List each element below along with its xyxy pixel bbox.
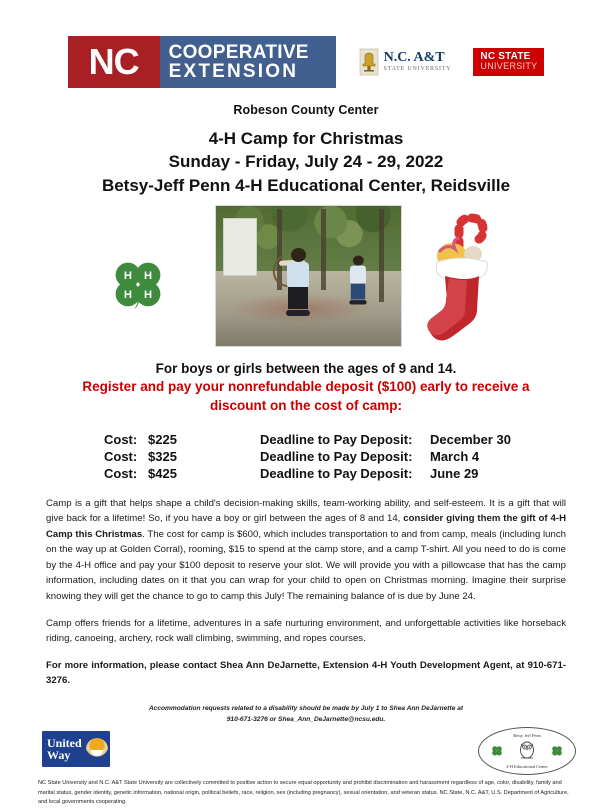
nc-state-line2: UNIVERSITY (480, 61, 538, 71)
camper-figure (349, 255, 366, 304)
united-way-line2: Way (47, 748, 71, 763)
paragraph-contact-info: For more information, please contact Shea Ann DeJarnette, Extension 4-H Youth Development Agent, at 910-671-3276. (46, 659, 566, 687)
camper-shorts (288, 287, 308, 309)
event-title: 4-H Camp for Christmas (208, 129, 404, 148)
early-deposit-line2: discount on the cost of camp: (209, 397, 402, 413)
cost-table-body (104, 431, 511, 482)
camper-shorts (350, 283, 364, 299)
seal-top-text: Betsy Jeff Penn (513, 733, 541, 739)
united-way-rainbow-person-icon (86, 738, 108, 760)
camper-shirt (350, 265, 366, 283)
cost-label: Cost: (104, 431, 138, 447)
tree-trunk (321, 209, 326, 290)
cost-label: Cost: (104, 465, 138, 481)
camper-shoes (286, 310, 310, 316)
nc-at-wordmark (384, 51, 452, 74)
accommodation-notice (91, 703, 521, 725)
four-leaf-clover-icon (110, 257, 166, 318)
paragraph-part-b: . The cost for camp is $600, which includes transportation to and from camp, meals (including lunch on the way up at Golden Corral), rooming, $15 to spend at the camp store, and a camp T-shirt. All you need to do is come by the 4-H office and pay your $100 deposit to reserve your slot. We will provide you with a pillowcase that has the camp information, including dates on it that you can wrap for your child to open on Christmas morning. Imagine their surprise knowing they will get the chance to go to camp this July! The remaining balance of is due by June 24. (46, 528, 566, 602)
camper-figure (286, 248, 310, 316)
extension-wordmark-line2: EXTENSION (168, 61, 299, 82)
christmas-stocking-icon (425, 208, 499, 349)
table-row (104, 431, 511, 448)
photo-scene (216, 206, 401, 346)
svg-text:H: H (144, 270, 153, 283)
deadline-date: June 29 (430, 465, 479, 481)
extension-wordmark-block (160, 36, 336, 88)
deadline-date: December 30 (430, 431, 511, 447)
paragraph-part-a: Camp is a gift that helps shape a child's decision-making skills, team-working ability, and self-esteem. It is a gift that will give back for a lifetime! So, if you have a boy or girl between the ages of 8 and 14, (46, 497, 566, 525)
camper-head (291, 248, 306, 262)
image-row (0, 205, 612, 353)
nc-monogram-block (68, 36, 160, 88)
title-block (0, 103, 612, 197)
mini-clover-icon (551, 745, 563, 757)
united-way-line1: United (47, 736, 82, 751)
deadline-label: Deadline to Pay Deposit: (260, 465, 413, 481)
united-way-wordmark (42, 737, 82, 761)
tree-trunk (379, 209, 384, 301)
extension-wordmark-line1: COOPERATIVE (168, 41, 309, 63)
camper-shirt (287, 262, 309, 287)
event-location: Betsy-Jeff Penn 4-H Educational Center, Reidsville (101, 175, 511, 195)
early-deposit-line1: Register and pay your nonrefundable deposit ($100) early to receive a (82, 379, 530, 395)
seal-bottom-text: 4-H Educational Center (506, 764, 548, 770)
cost-label: Cost: (104, 448, 138, 464)
svg-text:H: H (123, 289, 132, 302)
paragraph-emphasis: consider giving them the gift of 4-H Camp this Christmas (46, 513, 566, 540)
svg-text:H: H (144, 289, 153, 302)
mini-clover-icon (491, 745, 503, 757)
cost-amount: $325 (148, 448, 177, 464)
white-shed (223, 218, 256, 276)
deadline-date: March 4 (430, 448, 480, 464)
cost-deadline-table (104, 431, 511, 482)
paragraph-camp-activities: Camp offers friends for a lifetime, adventures in a safe nurturing environment, and unforgettable activities like horseback riding, canoeing, archery, rock wall climbing, swimming, and ropes courses. (46, 617, 566, 645)
camper-head (352, 255, 363, 265)
cost-amount: $425 (148, 465, 177, 481)
event-dates: Sunday - Friday, July 24 - 29, 2022 (168, 152, 444, 172)
header-logo-band (0, 0, 612, 91)
cost-amount: $225 (148, 431, 177, 447)
united-way-logo (42, 731, 110, 767)
nondiscrimination-disclaimer: NC State University and N.C. A&T State University are collectively committed to positive action to secure equal opportunity and prohibit discrimination and harassment regardless of age, color, disability, family and marital status, gender identity, genetic information, national origin, political beliefs, race, religion, sex (including pregnancy), sexual orientation, and veteran status. NC State, N.C. A&T, U.S. Department of Agriculture, and local governments cooperating. (38, 780, 569, 806)
nc-monogram-text: NC (88, 41, 139, 82)
nc-at-name: N.C. A&T (383, 49, 445, 65)
liberty-bell-icon (358, 47, 380, 77)
nc-state-university-logo (473, 48, 544, 76)
table-row (104, 448, 511, 465)
page-title (0, 127, 612, 197)
deadline-label: Deadline to Pay Deposit: (260, 448, 413, 464)
camp-archery-photo (215, 205, 402, 347)
nc-at-subtitle: STATE UNIVERSITY (383, 65, 452, 72)
nc-state-line1: NC STATE (480, 50, 531, 62)
body-copy (46, 496, 566, 689)
svg-text:H: H (123, 270, 132, 283)
deadline-label: Deadline to Pay Deposit: (260, 431, 413, 447)
camper-shoes (349, 300, 366, 304)
betsy-jeff-penn-center-seal (478, 727, 576, 775)
county-center-name: Robeson County Center (233, 103, 379, 117)
owl-icon (517, 739, 537, 763)
bottom-logo-row (0, 727, 612, 775)
eligibility-callout (0, 361, 612, 414)
nc-cooperative-extension-logo (68, 36, 336, 88)
paragraph-camp-gift (46, 496, 566, 605)
nc-at-state-university-logo (358, 45, 452, 79)
accommodation-line2: 910-671-3276 or Shea_Ann_DeJarnette@ncsu.edu. (226, 715, 386, 723)
accommodation-line1: Accommodation requests related to a disability should be made by July 1 to Shea Ann DeJarnette at (148, 704, 464, 712)
table-row (104, 465, 511, 482)
age-requirement-line: For boys or girls between the ages of 9 and 14. (155, 361, 457, 377)
